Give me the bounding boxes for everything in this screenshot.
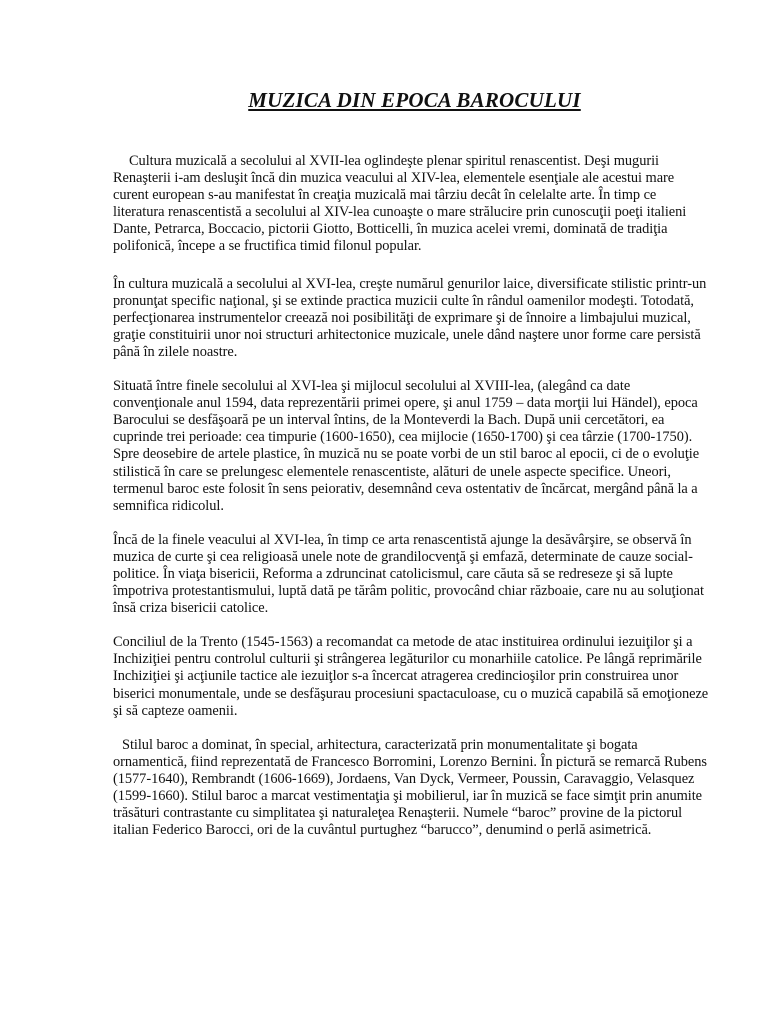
paragraph-6: Stilul baroc a dominat, în special, arhitectura, caracterizată prin monumentalitate şi bogata ornamentică, fiind reprezentată de Francesco Borromini, Lorenzo Bernini. În pictură se remarcă Rubens (1577-1640), Rembrandt (1606-1669), Jordaens, Van Dyck, Vermeer, Poussin, Caravaggio, Velasquez (1599-1660). Stilul baroc a marcat vestimentaţia şi mobilierul, iar în muzică se face simţit prin anumite trăsături contrastante cu simplitatea şi naturaleţea Renaşterii. Numele “baroc” provine de la pictorul italian Federico Barocci, ori de la cuvântul purtughez “barucco”, denumind o perlă asimetrică. <box>113 736 707 839</box>
paragraph-5: Conciliul de la Trento (1545-1563) a recomandat ca metode de atac instituirea ordinului iezuiţilor şi a Inchiziţiei pentru controlul culturii şi strângerea legăturilor cu monarhiile catolice. Pe lângă reprimările Inchiziţiei şi acţiunile tactice ale iezuiţlor s-a încercat atragerea credincioşilor prin construirea unor biserici monumentale, unde se desfăşurau procesiuni spactaculoase, cu o muzică capabilă să emoţioneze şi să capteze oamenii. <box>113 634 709 719</box>
document-title: MUZICA DIN EPOCA BAROCULUI <box>248 88 581 112</box>
paragraph-4: Încă de la finele veacului al XVI-lea, în timp ce arta renascentistă ajunge la desăvârşire, se observă în muzica de curte şi cea religioasă unele note de grandilocvenţă şi emfază, determinate de cauze social-politice. În viaţa bisericii, Reforma a zdruncinat catolicismul, care căuta să se redreseze şi să lupte împotriva protestantismului, luptă dată pe tărâm politic, provocând chiar războaie, care nu au soluţionat însă criza bisericii catolice. <box>113 531 704 617</box>
paragraph-1: Cultura muzicală a secolului al XVII-lea oglindeşte plenar spiritul renascentist. Deşi mugurii Renaşterii i-am desluşit încă din muzica veacului al XIV-lea, elementele esenţiale ale acestui mare curent european s-au manifestat în creaţia muzicală mai târziu decât în celelalte arte. În timp ce literatura renascentistă a secolului al XIV-lea cunoaşte o mare strălucire prin cunoscuţii poeţi italieni Dante, Petrarca, Boccacio, pictorii Giotto, Botticelli, în muzica acelei vremi, dominată de tradiţia polifonică, începe a se fructifica timid filonul popular. <box>113 153 687 255</box>
paragraph-3: Situată între finele secolului al XVI-lea şi mijlocul secolului al XVIII-lea, (alegând ca date convenţionale anul 1594, data reprezentării primei opere, şi anul 1759 – data morţii lui Händel), epoca Barocului se desfăşoară pe un interval întins, de la Monteverdi la Bach. După unii cercetători, ea cuprinde trei perioade: cea timpurie (1600-1650), cea mijlocie (1650-1700) şi cea târzie (1700-1750). Spre deosebire de artele plastice, în muzică nu se poate vorbi de un stil baroc al epocii, ci de o evoluţie stilistică în care se prelungesc elementele renascentiste, alături de unele aspecte specifice. Uneori, termenul baroc este folosit în sens peiorativ, desemnând ceva ostentativ de încărcat, mergând până la a semnifica ridicolul. <box>113 378 700 514</box>
paragraph-2: În cultura muzicală a secolului al XVI-lea, creşte numărul genurilor laice, diversificate stilistic printr-un pronunţat specific naţional, şi se extinde practica muzicii culte în rândul oamenilor modeşti. Totodată, perfecţionarea instrumentelor creează noi posibilităţi de exprimare şi de înnoire a limbajului muzical, graţie constituirii unor noi structuri arhitectonice muzicale, unele dând naştere unor forme care persistă până în zilele noastre. <box>113 275 707 360</box>
